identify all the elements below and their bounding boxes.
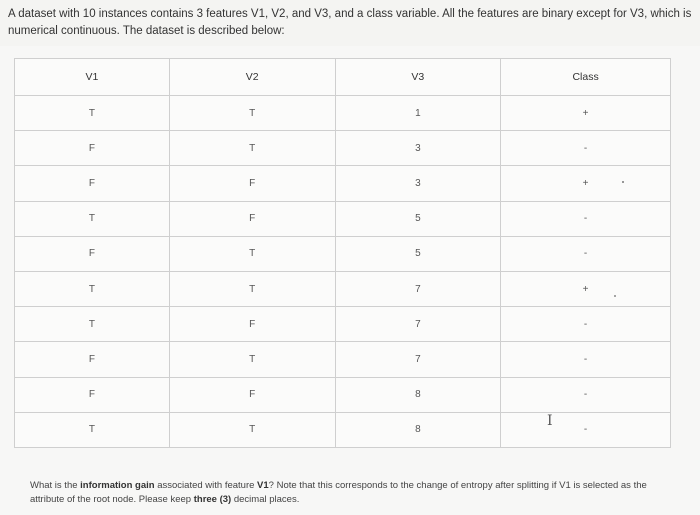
table-row (15, 131, 671, 166)
question-bold: V1 (257, 480, 269, 491)
cell-class: + (501, 271, 671, 306)
header-v3: V3 (335, 59, 501, 96)
question-part: What is the (30, 480, 81, 491)
cell-class: - (501, 131, 671, 166)
cell-v2: F (169, 377, 335, 412)
table-row (15, 307, 671, 342)
table-header-row (15, 59, 671, 96)
cell-v3: 7 (335, 342, 501, 377)
cell-v2: T (169, 342, 335, 377)
table-row (15, 377, 671, 412)
dataset-table (14, 58, 671, 448)
cell-v1: F (15, 131, 170, 166)
cell-v3: 3 (335, 166, 501, 201)
table-row (15, 96, 671, 131)
cell-v3: 8 (335, 412, 501, 447)
table-row (15, 236, 671, 271)
cell-v2: F (169, 307, 335, 342)
table-row (15, 201, 671, 236)
question-part: decimal places. (231, 494, 300, 505)
cell-v1: T (15, 96, 170, 131)
question-bold: information gain (80, 480, 155, 491)
cell-class: - (501, 201, 671, 236)
cell-v3: 7 (335, 307, 501, 342)
cell-v1: F (15, 166, 170, 201)
stray-mark (622, 181, 624, 183)
cell-v2: T (169, 412, 335, 447)
header-class: Class (501, 59, 671, 96)
cell-class: + (501, 96, 671, 131)
cell-v3: 5 (335, 201, 501, 236)
cell-class: + (501, 166, 671, 201)
cell-v3: 8 (335, 377, 501, 412)
text-cursor-icon: I (547, 413, 553, 429)
cell-v2: T (169, 271, 335, 306)
table-row (15, 342, 671, 377)
stray-mark (614, 295, 616, 297)
cell-v1: F (15, 236, 170, 271)
cell-v1: T (15, 307, 170, 342)
header-v1: V1 (15, 59, 170, 96)
cell-v1: F (15, 342, 170, 377)
intro-text: A dataset with 10 instances contains 3 features V1, V2, and V3, and a class variable. All the features are binary except for V3, which is numerical continuous. The dataset is described below: (8, 8, 692, 37)
cell-class: - (501, 342, 671, 377)
cell-v2: T (169, 96, 335, 131)
cell-v3: 7 (335, 271, 501, 306)
cell-v2: T (169, 236, 335, 271)
cell-v3: 5 (335, 236, 501, 271)
cell-v1: F (15, 377, 170, 412)
cell-v2: F (169, 201, 335, 236)
table-row (15, 412, 671, 447)
cell-v3: 1 (335, 96, 501, 131)
cell-class: - (501, 307, 671, 342)
cell-class: - (501, 377, 671, 412)
cell-v1: T (15, 201, 170, 236)
question-part: associated with feature (154, 480, 258, 491)
cell-class: - (501, 412, 671, 447)
cell-class: - (501, 236, 671, 271)
table-row (15, 166, 671, 201)
question-bold: three (3) (193, 494, 232, 505)
question-part: ? Note that this corresponds to the change of entropy after splitting if V1 is selected as the attribute of the root node. Please keep (30, 480, 647, 505)
question-text (30, 479, 680, 507)
cell-v3: 3 (335, 131, 501, 166)
cell-v1: T (15, 412, 170, 447)
cell-v2: T (169, 131, 335, 166)
cell-v1: T (15, 271, 170, 306)
header-v2: V2 (169, 59, 335, 96)
table-row (15, 271, 671, 306)
cell-v2: F (169, 166, 335, 201)
